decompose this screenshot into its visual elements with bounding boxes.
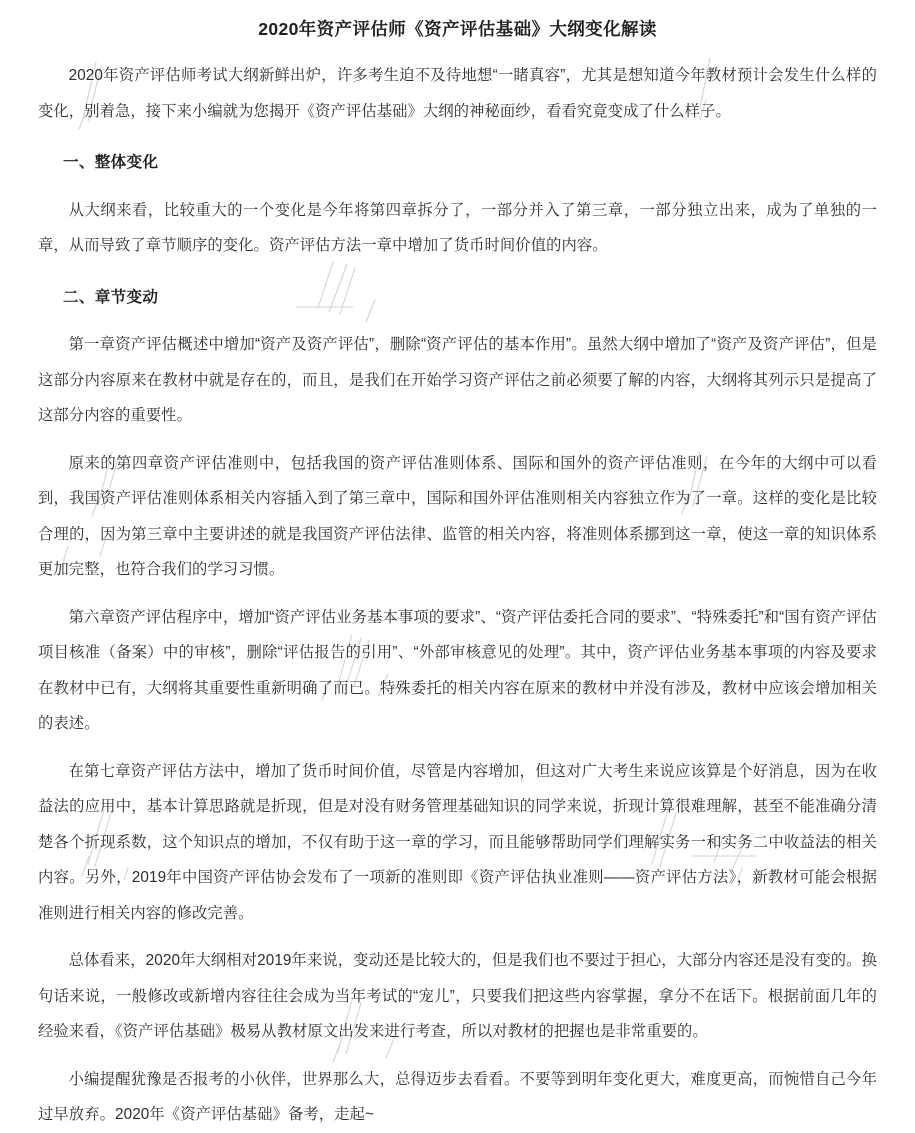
page-title: 2020年资产评估师《资产评估基础》大纲变化解读 xyxy=(258,19,657,39)
section-paragraph: 第六章资产评估程序中，增加“资产评估业务基本事项的要求”、“资产评估委托合同的要求”、“特殊委托”和“国有资产评估项目核准（备案）中的审核”，删除“评估报告的引用”、“外部审核意见的处理”。其中，资产评估业务基本事项的内容及要求在教材中已有，大纲将其重要性重新明确了而已。特殊委托的相关内容在原来的教材中并没有涉及，教材中应该会增加相关的表述。 xyxy=(38,608,877,732)
spacer xyxy=(38,46,877,58)
section-paragraph: 从大纲来看，比较重大的一个变化是今年将第四章拆分了，一部分并入了第三章，一部分独立出来，成为了单独的一章，从而导致了章节顺序的变化。资产评估方法一章中增加了货币时间价值的内容。 xyxy=(38,201,877,254)
spacer xyxy=(38,434,877,446)
intro-paragraph: 2020年资产评估师考试大纲新鲜出炉，许多考生迫不及待地想“一睹真容”，尤其是想知道今年教材预计会发生什么样的变化，别着急，接下来小编就为您揭开《资产评估基础》大纲的神秘面纱，看看究竟变成了什么样子。 xyxy=(38,67,877,120)
spacer xyxy=(38,742,877,754)
spacer xyxy=(38,181,877,193)
section-paragraph: 第一章资产评估概述中增加“资产及资产评估”，删除“资产评估的基本作用”。虽然大纲中增加了“资产及资产评估”，但是这部分内容原来在教材中就是存在的，而且，是我们在开始学习资产评估之前必须要了解的内容，大纲将其列示只是提高了这部分内容的重要性。 xyxy=(38,336,877,424)
section-paragraph: 总体看来，2020年大纲相对2019年来说，变动还是比较大的，但是我们也不要过于担心，大部分内容还是没有变的。换句话来说，一般修改或新增内容往往会成为当年考试的“宠儿”，只要我们把这些内容掌握，拿分不在话下。根据前面几年的经验来看，《资产评估基础》极易从教材原文出发来进行考查，所以对教材的把握也是非常重要的。 xyxy=(38,952,877,1040)
spacer xyxy=(38,1050,877,1062)
section-paragraph: 原来的第四章资产评估准则中，包括我国的资产评估准则体系、国际和国外的资产评估准则，在今年的大纲中可以看到，我国资产评估准则体系相关内容插入到了第三章中，国际和国外评估准则相关内容独立作为了一章。这样的变化是比较合理的，因为第三章中主要讲述的就是我国资产评估法律、监管的相关内容，将准则体系挪到这一章，使这一章的知识体系更加完整，也符合我们的学习习惯。 xyxy=(38,454,877,578)
spacer xyxy=(38,931,877,943)
section-heading-chapter-changes: 二、章节变动 xyxy=(62,288,159,306)
spacer xyxy=(38,129,877,145)
section-paragraph: 小编提醒犹豫是否报考的小伙伴，世界那么大，总得迈步去看看。不要等到明年变化更大，难度更高，而惋惜自己今年过早放弃。2020年《资产评估基础》备考，走起~ xyxy=(38,1070,877,1123)
spacer xyxy=(38,264,877,280)
section-heading-overall-changes: 一、整体变化 xyxy=(62,154,159,171)
spacer xyxy=(38,315,877,327)
spacer xyxy=(38,588,877,600)
section-paragraph: 在第七章资产评估方法中，增加了货币时间价值，尽管是内容增加，但这对广大考生来说应该算是个好消息，因为在收益法的应用中，基本计算思路就是折现，但是对没有财务管理基础知识的同学来说，折现计算很难理解，甚至不能准确分清楚各个折现系数，这个知识点的增加，不仅有助于这一章的学习，而且能够帮助同学们理解实务一和实务二中收益法的相关内容。另外，2019年中国资产评估协会发布了一项新的准则即《资产评估执业准则——资产评估方法》，新教材可能会根据准则进行相关内容的修改完善。 xyxy=(38,762,877,922)
